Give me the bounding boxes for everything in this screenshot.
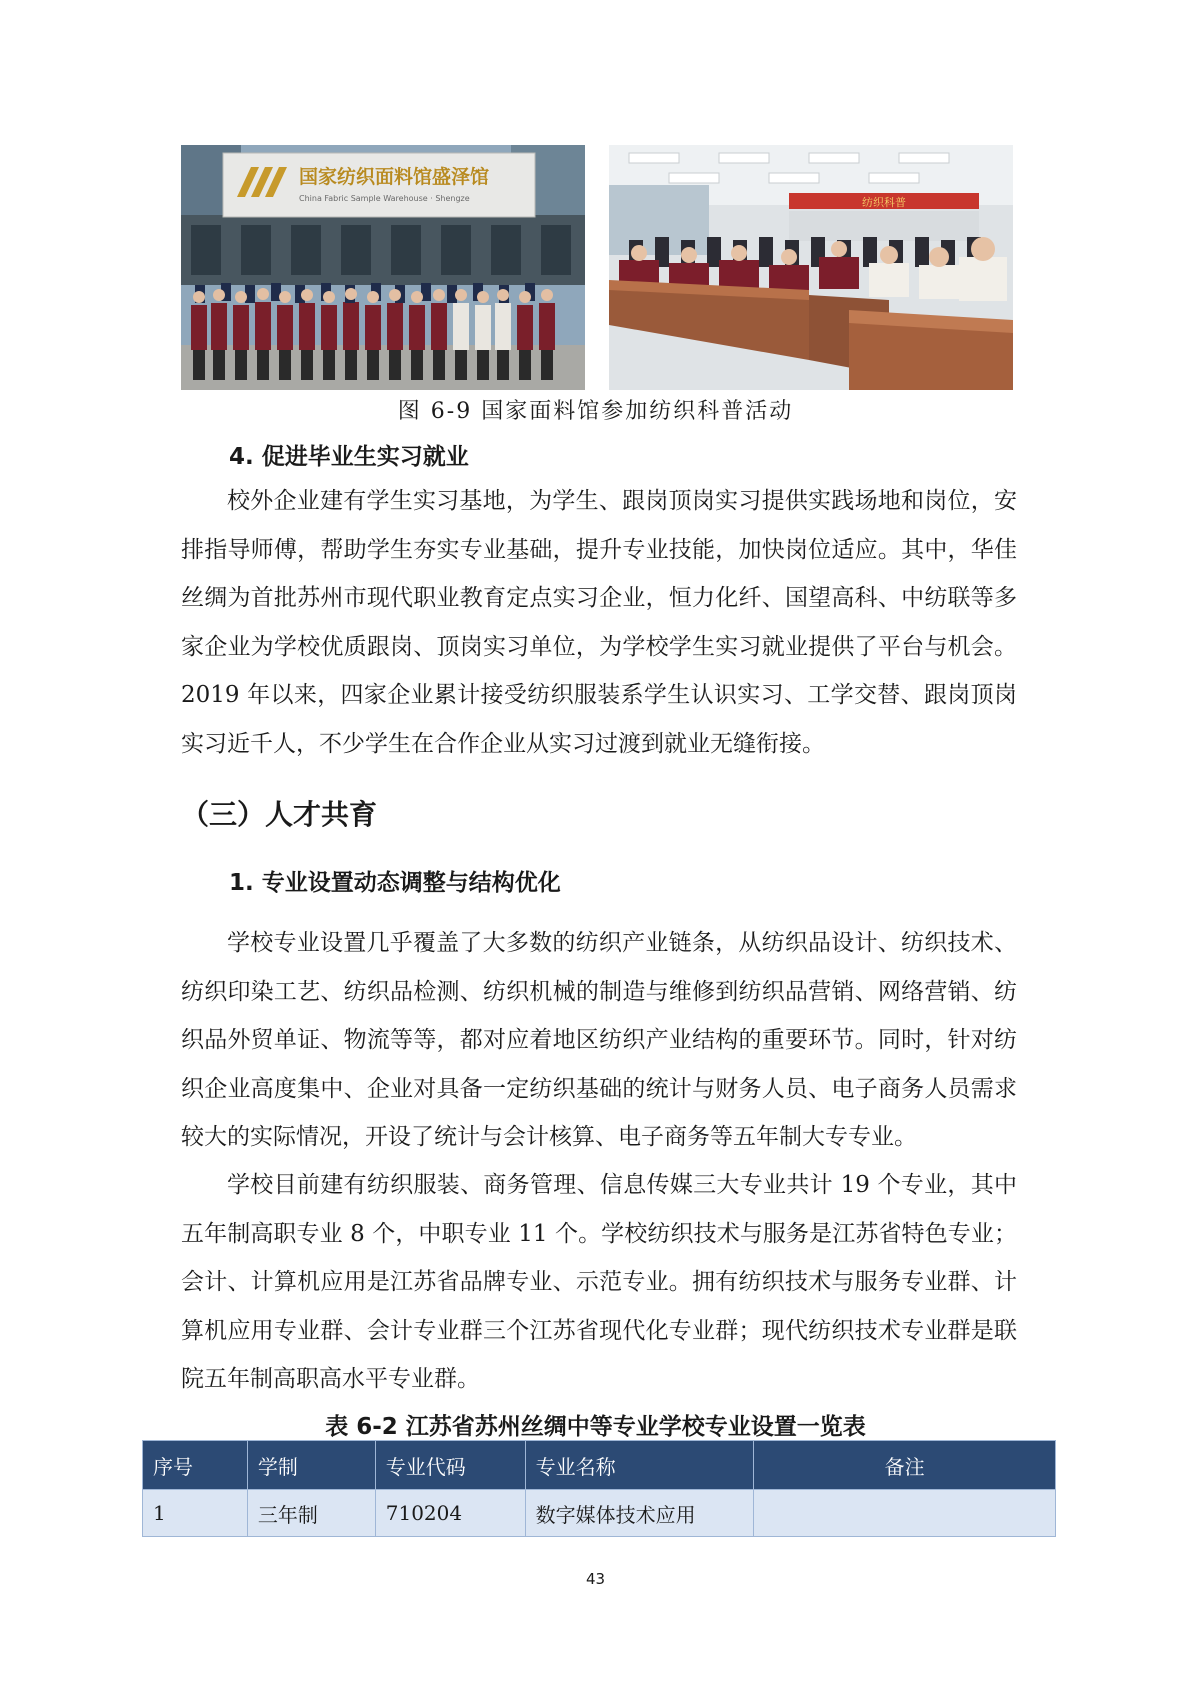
header-duration: 学制: [247, 1441, 375, 1490]
table-row: [143, 1490, 1056, 1537]
photo-fabric-museum-group: [181, 145, 585, 390]
table-title: 表 6-2 江苏省苏州丝绸中等专业学校专业设置一览表: [325, 1414, 866, 1440]
cell-major-name: 数字媒体技术应用: [525, 1490, 754, 1537]
banner-text: 纺织科普: [862, 196, 906, 209]
sign-text-en: China Fabric Sample Warehouse · Shengze: [299, 194, 470, 203]
section-4-paragraph: 校外企业建有学生实习基地，为学生、跟岗顶岗实习提供实践场地和岗位，安排指导师傅，帮助学生夯实专业基础，提升专业技能，加快岗位适应。其中，华佳丝绸为首批苏州市现代职业教育定点实习企业，恒力化纤、国望高科、中纺联等多家企业为学校优质跟岗、顶岗实习单位，为学校学生实习就业提供了平台与机会。2019 年以来，四家企业累计接受纺织服装系学生认识实习、工学交替、跟岗顶岗实习近千人，不少学生在合作企业从实习过渡到就业无缝衔接。: [181, 488, 1017, 757]
header-remarks: 备注: [754, 1441, 1056, 1490]
header-major-name: 专业名称: [525, 1441, 754, 1490]
cell-duration: 三年制: [247, 1490, 375, 1537]
section-3-heading: （三）人才共育: [181, 798, 378, 831]
table-header-row: [143, 1441, 1056, 1490]
page-number: 43: [585, 1570, 606, 1588]
header-major-code: 专业代码: [375, 1441, 525, 1490]
photo-lecture-hall: [609, 145, 1013, 390]
section-4-heading: 4. 促进毕业生实习就业: [229, 444, 469, 470]
cell-major-code: 710204: [375, 1490, 525, 1537]
paragraph-major-count: 学校目前建有纺织服装、商务管理、信息传媒三大专业共计 19 个专业，其中五年制高职专业 8 个，中职专业 11 个。学校纺织技术与服务是江苏省特色专业；会计、计算机应用是江苏省品牌专业、示范专业。拥有纺织技术与服务专业群、计算机应用专业群、会计专业群三个江苏省现代化专业群；现代纺织技术专业群是联院五年制高职高水平专业群。: [181, 1172, 1017, 1392]
cell-remarks: [754, 1490, 1056, 1537]
header-index: 序号: [143, 1441, 248, 1490]
figure-caption: 图 6-9 国家面料馆参加纺织科普活动: [397, 399, 794, 424]
paragraph-major-coverage: 学校专业设置几乎覆盖了大多数的纺织产业链条，从纺织品设计、纺织技术、纺织印染工艺、纺织品检测、纺织机械的制造与维修到纺织品营销、网络营销、纺织品外贸单证、物流等等，都对应着地区纺织产业结构的重要环节。同时，针对纺织企业高度集中、企业对具备一定纺织基础的统计与财务人员、电子商务人员需求较大的实际情况，开设了统计与会计核算、电子商务等五年制大专专业。: [181, 930, 1017, 1150]
subsection-1-heading: 1. 专业设置动态调整与结构优化: [229, 870, 561, 896]
cell-index: 1: [143, 1490, 248, 1537]
sign-text-cn: 国家纺织面料馆盛泽馆: [299, 166, 490, 188]
majors-table: [142, 1440, 1056, 1537]
